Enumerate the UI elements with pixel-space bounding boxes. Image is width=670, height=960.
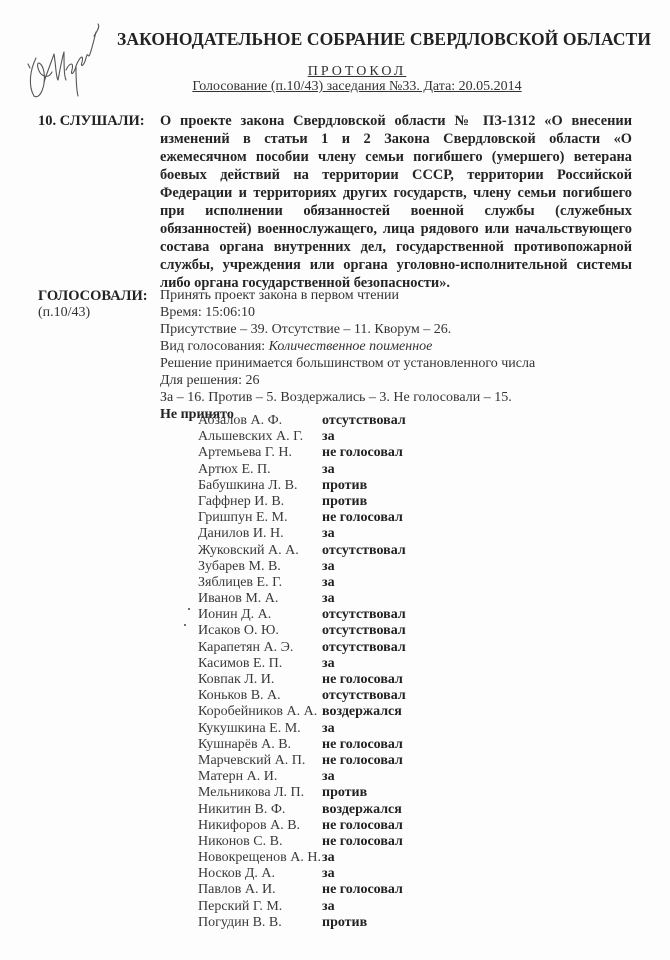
deputy-vote: воздержался [322,704,402,720]
deputy-vote: отсутствовал [322,542,406,558]
deputy-name: Носков Д. А. [198,866,276,882]
roll-call-row [198,688,406,704]
roll-call-row [198,882,406,898]
vote-type-label: Вид голосования: [160,339,269,354]
vote-attendance: Присутствие – 39. Отсутствие – 11. Кворум – 26. [160,322,452,337]
roll-call-row [198,802,406,818]
deputy-name: Коробейников А. А. [198,704,318,720]
deputy-name: Новокрещенов А. Н. [198,850,321,866]
deputy-vote: отсутствовал [322,413,406,428]
deputy-vote: не голосовал [322,736,403,752]
deputy-vote: не голосовал [322,445,403,461]
voted-section-label: ГОЛОСОВАЛИ: [38,288,148,304]
deputy-vote: за [322,461,335,477]
deputy-name: Ионин Д. А. [198,607,272,623]
deputy-vote: за [322,850,335,866]
vote-decision-rule: Решение принимается большинством от установленного числа [160,356,536,371]
roll-call-row [198,721,406,737]
deputy-vote: не голосовал [322,833,403,849]
deputy-vote: не голосовал [322,672,403,687]
vote-details [160,287,535,423]
roll-call-row [198,510,406,526]
deputy-name: Марчевский А. П. [198,752,306,768]
roll-call-row [198,818,406,834]
roll-call-row [198,607,406,623]
deputy-name: Перский Г. М. [198,898,283,914]
deputy-name: Иванов М. А. [198,591,279,607]
deputy-name: Альшевских А. Г. [198,429,304,445]
document-type-heading: ПРОТОКОЛ [307,64,407,79]
deputy-vote: за [322,866,335,882]
roll-call-row [198,753,406,769]
deputy-name: Кушнарёв А. В. [198,736,292,752]
deputy-vote: воздержался [322,801,402,817]
deputy-vote: отсутствовал [322,688,406,704]
deputy-name: Касимов Е. П. [198,655,283,671]
roll-call-row [198,737,406,753]
deputy-name: Карапетян А. Э. [198,639,294,655]
vote-tally: За – 16. Против – 5. Воздержались – 3. Не голосовали – 15. [160,390,512,405]
vote-time: Время: 15:06:10 [160,305,256,320]
deputy-vote: за [322,898,335,914]
roll-call-row [198,575,406,591]
deputy-name: Мельникова Л. П. [198,785,305,801]
deputy-vote: за [322,574,335,590]
roll-call-row [198,899,406,915]
deputy-vote: отсутствовал [322,639,406,655]
roll-call-row [198,915,406,931]
protocol-subtitle: Голосование (п.10/43) заседания №33. Дата: 20.05.2014 [192,79,522,94]
deputy-name: Матерн А. И. [198,769,278,785]
roll-call-row [198,543,406,559]
roll-call-row [198,478,406,494]
deputy-name: Никифоров А. В. [198,817,301,833]
deputy-vote: не голосовал [322,817,403,833]
deputy-name: Артюх Е. П. [198,461,271,477]
deputy-vote: не голосовал [322,882,403,898]
deputy-name: Исаков О. Ю. [198,623,279,639]
organization-title: ЗАКОНОДАТЕЛЬНОЕ СОБРАНИЕ СВЕРДЛОВСКОЙ ОБЛАСТИ [117,29,652,49]
vote-type [160,338,535,355]
deputy-name: Данилов И. Н. [198,526,284,542]
deputy-vote: за [322,655,335,671]
deputy-name: Жуковский А. А. [198,542,299,558]
roll-call-row [198,413,406,429]
deputy-vote: против [322,914,368,930]
roll-call-row [198,445,406,461]
roll-call-row [198,769,406,785]
deputy-name: Никитин В. Ф. [198,801,286,817]
roll-call-row [198,866,406,882]
deputy-vote: за [322,526,335,542]
deputy-vote: против [322,493,368,509]
deputy-name: Кукушкина Е. М. [198,720,301,736]
roll-call-row [198,704,406,720]
roll-call-row [198,526,406,542]
vote-required: Для решения: 26 [160,373,260,388]
roll-call-row [198,785,406,801]
deputy-name: Артемьева Г. Н. [198,445,292,461]
deputy-vote: за [322,558,335,574]
deputy-name: Гришпун Е. М. [198,510,288,526]
deputy-vote: не голосовал [322,510,403,526]
deputy-vote: против [322,477,368,493]
scan-artifact-dot [188,608,190,610]
deputy-vote: отсутствовал [322,607,406,623]
deputy-name: Бабушкина Л. В. [198,477,298,493]
deputy-name: Коньков В. А. [198,688,281,704]
heard-section-label: 10. СЛУШАЛИ: [38,113,145,129]
roll-call-row [198,834,406,850]
deputy-vote: за [322,720,335,736]
deputy-name: Павлов А. И. [198,882,276,898]
vote-type-value: Количественное поименное [268,339,433,354]
roll-call-list [198,413,406,931]
deputy-vote: против [322,785,368,801]
deputy-name: Гаффнер И. В. [198,493,285,509]
roll-call-row [198,591,406,607]
roll-call-row [198,850,406,866]
roll-call-row [198,640,406,656]
roll-call-row [198,623,406,639]
deputy-name: Абзалов А. Ф. [198,413,283,428]
deputy-name: Погудин В. В. [198,914,282,930]
vote-proposal: Принять проект закона в первом чтении [160,288,399,303]
deputy-vote: за [322,591,335,607]
deputy-name: Зубарев М. В. [198,558,281,574]
roll-call-row [198,462,406,478]
deputy-name: Зяблицев Е. Г. [198,574,283,590]
deputy-vote: отсутствовал [322,623,406,639]
voted-item-reference: (п.10/43) [38,305,91,320]
deputy-name: Никонов С. В. [198,833,283,849]
roll-call-row [198,656,406,672]
deputy-vote: за [322,429,335,445]
roll-call-row [198,429,406,445]
vote-result: Не принято [160,407,234,422]
deputy-vote: за [322,769,335,785]
deputy-name: Ковпак Л. И. [198,672,275,687]
roll-call-row [198,494,406,510]
roll-call-row [198,559,406,575]
scan-artifact-dot [184,624,186,626]
heard-section-text: О проекте закона Свердловской области № ПЗ-1312 «О внесении изменений в статьи 1 и 2 Закона Свердловской области «О ежемесячном пособии члену семьи погибшего (умершего) ветерана боевых действий на территории СССР, территории Российской Федерации и территориях других государств, члену семьи погибшего при исполнении обязанностей военной службы (служебных обязанностей) военнослужащего, лица рядового или начальствующего состава органа внутренних дел, государственной противопожарной службы, учреждения или органа уголовно-исполнительной системы либо органа государственной безопасности». [160,113,632,291]
roll-call-row [198,672,406,688]
deputy-vote: не голосовал [322,752,403,768]
